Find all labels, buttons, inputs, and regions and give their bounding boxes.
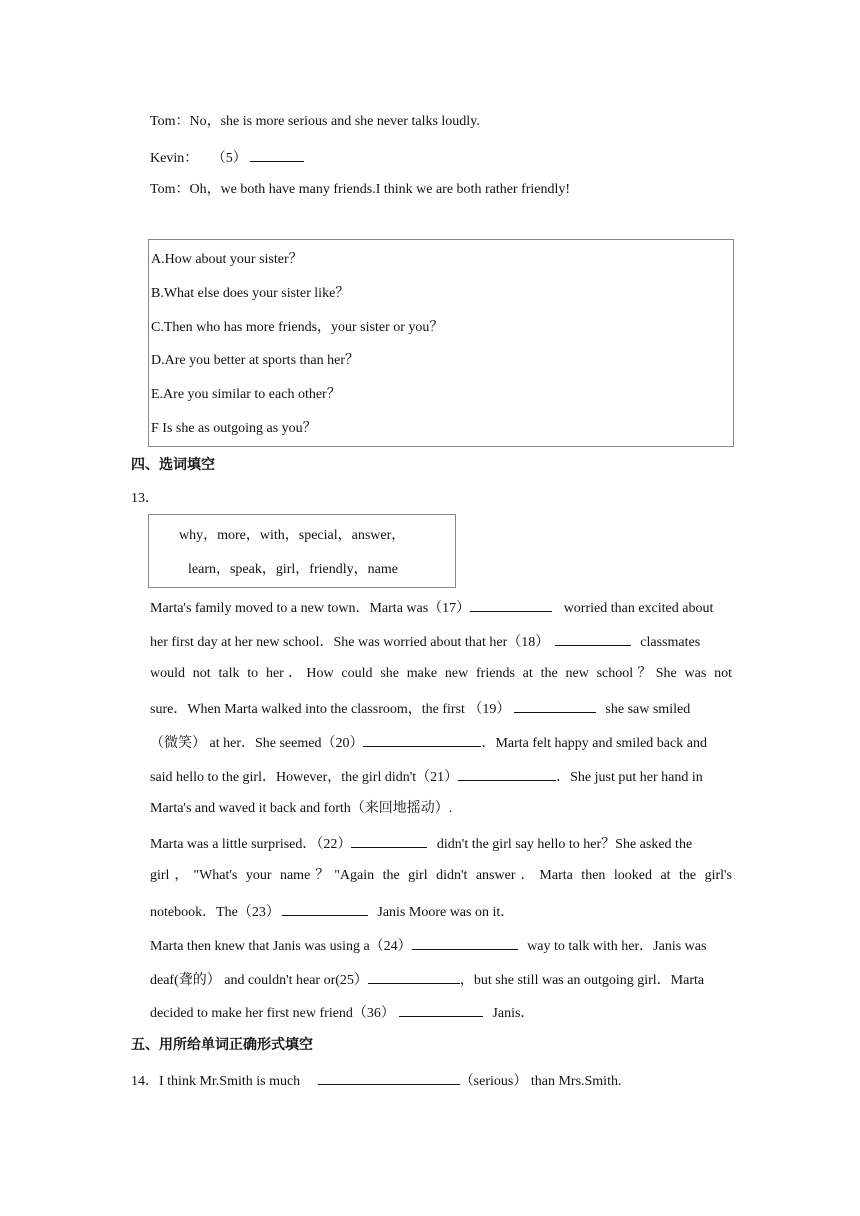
question-number-13: 13． — [131, 491, 159, 506]
passage-line-12 — [150, 969, 704, 990]
passage-text: said hello to the girl．However，the girl didn't（21） — [150, 770, 459, 785]
passage-line-3: would not talk to her．How could she make new friends at the new school？She was not — [150, 666, 732, 681]
question-text: 14．I think Mr.Smith is much — [131, 1074, 301, 1089]
passage-text: （微笑） at her．She seemed（20） — [150, 736, 364, 751]
question-number: （5） — [211, 151, 247, 166]
option-c: C.Then who has more friends，your sister or you？ — [151, 320, 444, 335]
passage-line-2 — [150, 631, 700, 652]
section-heading-4: 四、选词填空 — [131, 457, 215, 473]
option-f: F Is she as outgoing as you？ — [151, 421, 317, 436]
question-14 — [131, 1070, 621, 1091]
passage-text: Janis Moore was on it． — [377, 905, 515, 920]
answer-blank-18[interactable] — [555, 631, 631, 646]
passage-line-4 — [150, 698, 690, 719]
passage-text: worried than excited about — [563, 601, 714, 616]
option-a: A.How about your sister？ — [151, 252, 303, 267]
passage-line-13 — [150, 1002, 534, 1023]
answer-blank-14[interactable] — [318, 1070, 460, 1085]
passage-line-6 — [150, 766, 703, 787]
passage-text: her first day at her new school．She was worried about that her（18） — [150, 635, 550, 650]
passage-text: classmates — [640, 635, 701, 650]
answer-blank-19[interactable] — [514, 698, 596, 713]
answer-blank-21[interactable] — [458, 766, 556, 781]
question-text: （serious） than Mrs.Smith. — [459, 1074, 622, 1089]
passage-text: Marta was a little surprised．（22） — [150, 837, 352, 852]
answer-blank-25[interactable] — [368, 969, 460, 984]
passage-text: way to talk with her．Janis was — [527, 939, 707, 954]
option-b: B.What else does your sister like？ — [151, 286, 350, 301]
answer-blank-22[interactable] — [351, 833, 427, 848]
passage-text: Marta then knew that Janis was using a（24） — [150, 939, 412, 954]
passage-text: didn't the girl say hello to her？She asked the — [436, 837, 693, 852]
passage-text: notebook．The（23） — [150, 905, 280, 920]
answer-blank-17[interactable] — [470, 597, 552, 612]
passage-line-5 — [150, 732, 707, 753]
passage-text: Marta's family moved to a new town．Marta was（17） — [150, 601, 471, 616]
dialogue-line-tom-1: Tom：No，she is more serious and she never talks loudly. — [150, 114, 480, 129]
passage-text: deaf(聋的） and couldn't hear or(25） — [150, 973, 368, 988]
passage-text: ．Marta felt happy and smiled back and — [481, 736, 707, 751]
passage-text: ，but she still was an outgoing girl．Marta — [459, 973, 705, 988]
answer-blank-20[interactable] — [363, 732, 481, 747]
answer-blank-24[interactable] — [412, 935, 518, 950]
passage-text: ．She just put her hand in — [556, 770, 703, 785]
passage-line-7: Marta's and waved it back and forth（来回地摇动）. — [150, 801, 453, 816]
section-heading-5: 五、用所给单词正确形式填空 — [131, 1037, 313, 1053]
passage-text: sure．When Marta walked into the classroom，the first （19） — [150, 702, 511, 717]
dialogue-line-tom-2: Tom：Oh，we both have many friends.I think we are both rather friendly! — [150, 182, 571, 197]
passage-text: she saw smiled — [605, 702, 691, 717]
passage-line-8 — [150, 833, 692, 854]
option-d: D.Are you better at sports than her？ — [151, 353, 359, 368]
passage-line-9: girl，"What's your name？"Again the girl didn't answer．Marta then looked at the girl's — [150, 868, 732, 883]
passage-text: decided to make her first new friend（36） — [150, 1006, 395, 1021]
passage-line-1 — [150, 597, 713, 618]
speaker-label: Kevin： — [150, 151, 199, 166]
option-e: E.Are you similar to each other？ — [151, 387, 341, 402]
options-box — [148, 239, 734, 447]
word-bank-row-1: why，more，with，special，answer， — [179, 528, 406, 543]
answer-blank-5[interactable] — [250, 147, 304, 162]
passage-line-10 — [150, 901, 514, 922]
word-bank-row-2: learn，speak，girl，friendly，name — [188, 562, 398, 577]
passage-line-11 — [150, 935, 706, 956]
dialogue-line-kevin — [150, 147, 304, 168]
passage-text: Janis． — [492, 1006, 535, 1021]
answer-blank-36[interactable] — [399, 1002, 483, 1017]
answer-blank-23[interactable] — [282, 901, 368, 916]
